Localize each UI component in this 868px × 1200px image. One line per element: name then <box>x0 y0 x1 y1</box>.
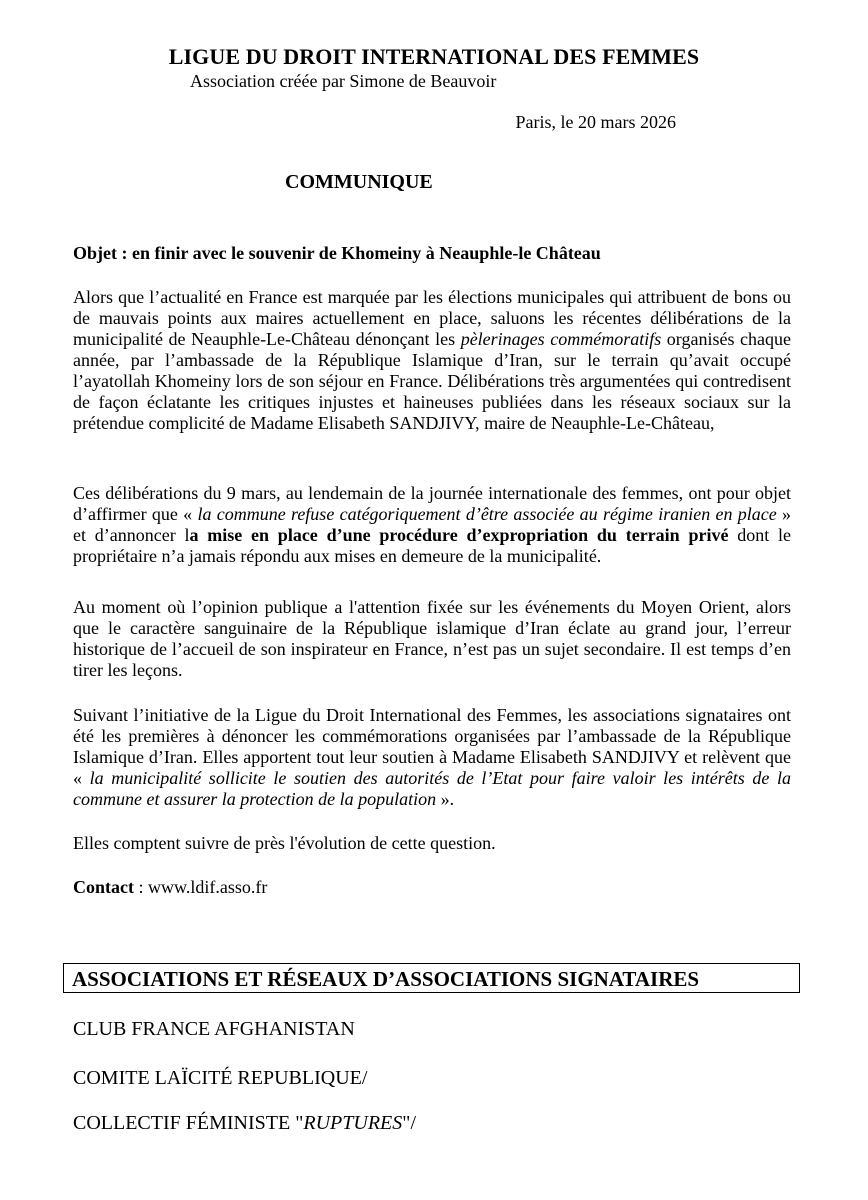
paragraph-4 <box>73 705 791 810</box>
paragraph-2-text-b: » et d’annoncer l <box>73 504 792 545</box>
document-title: COMMUNIQUE <box>285 171 433 193</box>
paragraph-2-bold: a mise en place d’une procédure d’expropriation du terrain privé <box>189 525 729 545</box>
contact-separator: : <box>134 877 149 897</box>
signatories-heading: ASSOCIATIONS ET RÉSEAUX D’ASSOCIATIONS SIGNATAIRES <box>72 967 700 991</box>
paragraph-3: Au moment où l’opinion publique a l'attention fixée sur les événements du Moyen Orient, alors que le caractère sanguinaire de la République islamique d’Iran éclate au grand jour, l’erreur historique de l’accueil de son inspirateur en France, n’est pas un sujet secondaire. Il est temps d’en tirer les leçons. <box>73 597 791 680</box>
paragraph-5: Elles comptent suivre de près l'évolution de cette question. <box>73 833 496 853</box>
paragraph-1-text-a: Alors que l’actualité en France est marquée par les élections municipales qui attribuent de bons ou de mauvais points aux maires actuellement en place, saluons les récentes délibérations de la municipalité de Neauphle-Le-Château dénonçant les <box>73 287 791 349</box>
contact-url-link[interactable]: www.ldif.asso.fr <box>148 877 268 897</box>
signatory-item-suffix: "/ <box>402 1112 417 1134</box>
paragraph-4-quote: la municipalité sollicite le soutien des autorités de l’Etat pour faire valoir les intérêts de la commune et assurer la protection de la population <box>73 768 791 809</box>
signatory-item-prefix: COLLECTIF FÉMINISTE " <box>73 1112 304 1134</box>
signatory-item: CLUB FRANCE AFGHANISTAN <box>73 1018 355 1040</box>
paragraph-1-text-b: organisés chaque année, par l’ambassade de la République Islamique d’Iran, sur le terrain qu’avait occupé l’ayatollah Khomeiny lors de son séjour en France. Délibérations très argumentées qui contredisent de façon éclatante les critiques injustes et haineuses publiées dans les réseaux sociaux sur la prétendue complicité de Madame Elisabeth SANDJIVY, maire de Neauphle-Le-Château, <box>73 329 791 433</box>
document-date: Paris, le 20 mars 2026 <box>515 112 676 132</box>
paragraph-4-text-a: Suivant l’initiative de la Ligue du Droit International des Femmes, les associations signataires ont été les premières à dénoncer les commémorations organisées par l’ambassade de la République Islamique d’Iran. Elles apportent tout leur soutien à Madame Elisabeth SANDJIVY et relèvent que « <box>73 705 791 788</box>
paragraph-1 <box>73 287 791 434</box>
contact-label: Contact <box>73 877 134 897</box>
paragraph-1-italic: pèlerinages commémoratifs <box>460 329 662 349</box>
document-subject: Objet : en finir avec le souvenir de Khomeiny à Neauphle-le Château <box>73 243 601 263</box>
signatory-item-italic: RUPTURES <box>303 1112 403 1134</box>
paragraph-2-quote: la commune refuse catégoriquement d’être associée au régime iranien en place <box>197 504 777 524</box>
paragraph-4-text-b: ». <box>436 789 455 809</box>
paragraph-2-text-c: dont le propriétaire n’a jamais répondu aux mises en demeure de la municipalité. <box>73 525 791 566</box>
signatory-item <box>73 1112 416 1135</box>
organization-name: LIGUE DU DROIT INTERNATIONAL DES FEMMES <box>168 44 700 69</box>
contact-line <box>73 877 791 898</box>
paragraph-2 <box>73 483 791 567</box>
signatory-item: COMITE LAÏCITÉ REPUBLIQUE/ <box>73 1067 368 1089</box>
organization-subtitle: Association créée par Simone de Beauvoir <box>190 71 497 91</box>
paragraph-2-text-a: Ces délibérations du 9 mars, au lendemain de la journée internationale des femmes, ont pour objet d’affirmer que « <box>73 483 791 524</box>
